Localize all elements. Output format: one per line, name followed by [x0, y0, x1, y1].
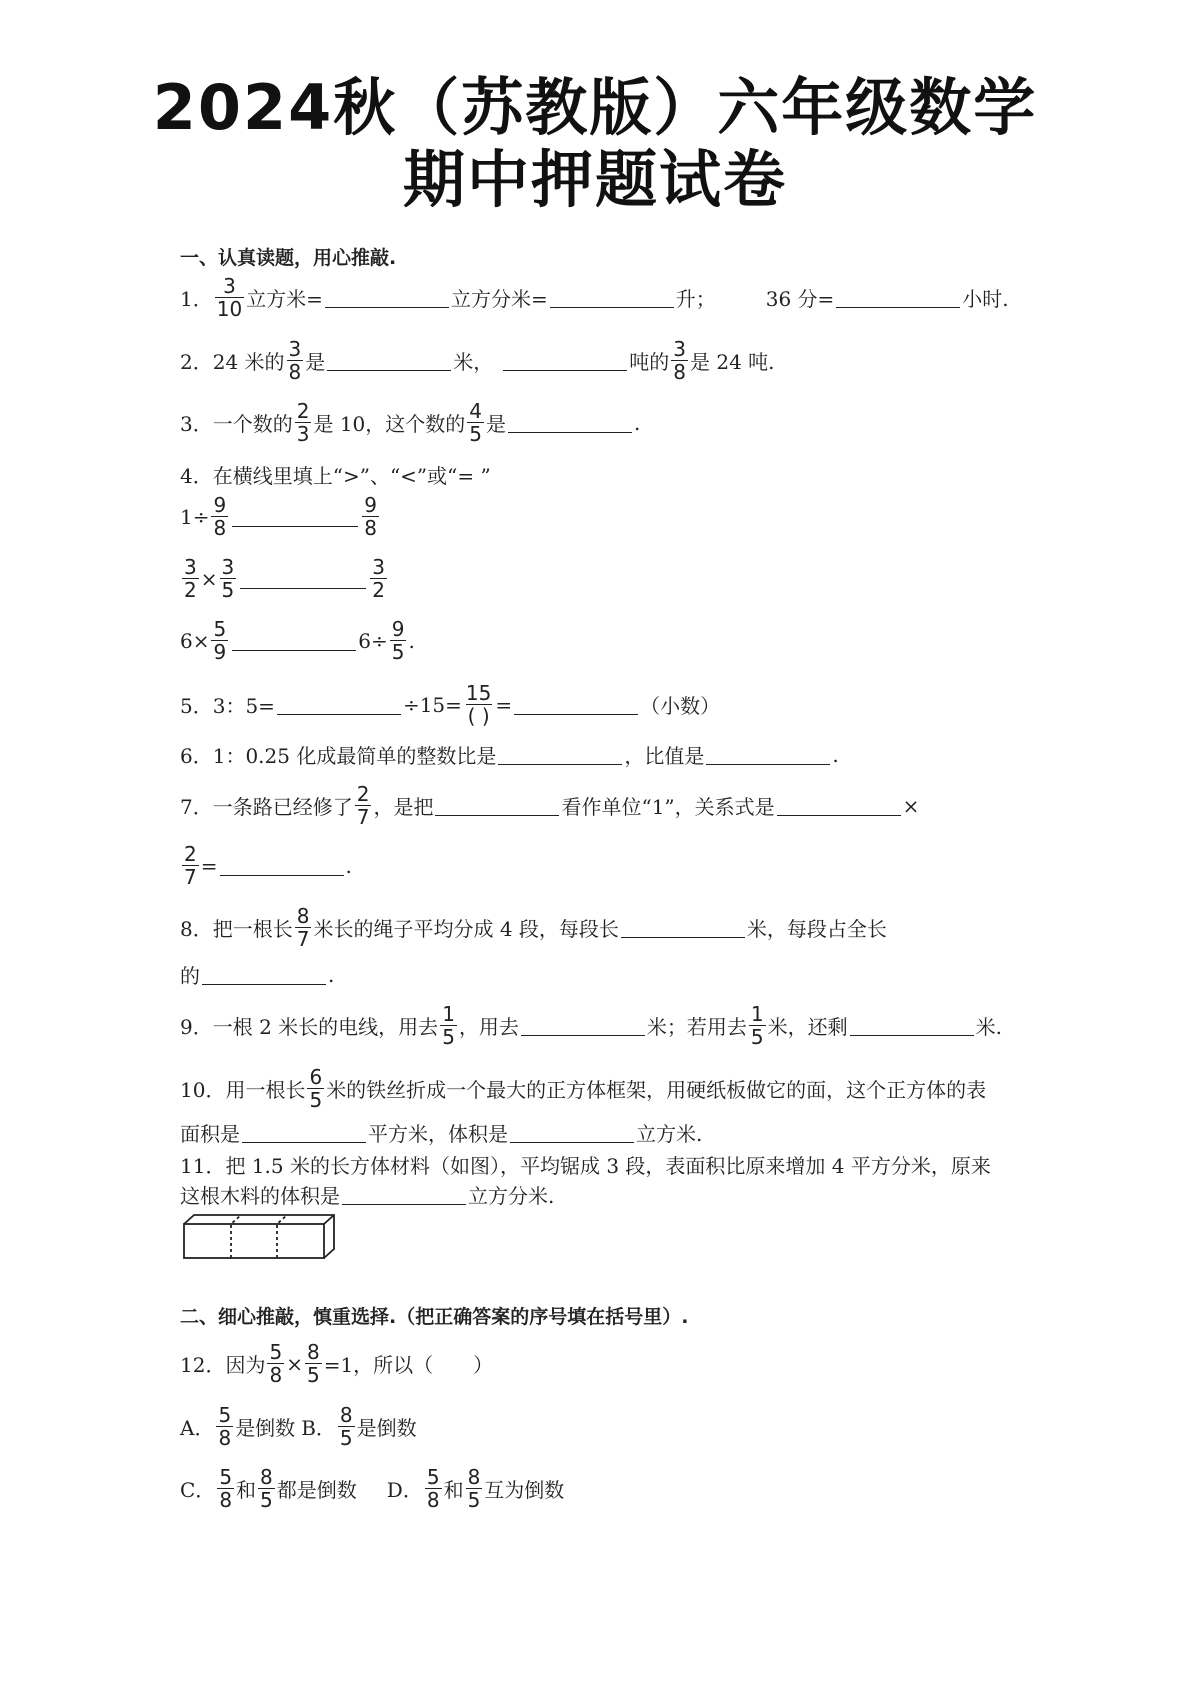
- text-segment: 6÷: [358, 628, 388, 653]
- text-segment: 面积是: [180, 1122, 240, 1146]
- text-segment: .: [634, 410, 641, 435]
- answer-blank[interactable]: [503, 350, 627, 371]
- text-segment: A．: [180, 1416, 215, 1440]
- text-segment: 一个数的: [212, 412, 293, 436]
- fraction: [749, 1003, 766, 1048]
- text-segment: 4: [469, 399, 483, 423]
- text-segment: 立方分米=: [450, 287, 548, 311]
- text-segment: =1，所以（ ）: [323, 1353, 494, 1377]
- answer-blank[interactable]: [706, 744, 830, 765]
- text-segment: 2: [184, 578, 197, 602]
- question-9: [180, 1003, 1002, 1048]
- text-segment: 立方米.: [636, 1122, 703, 1146]
- text-segment: 5: [467, 1488, 481, 1512]
- text-segment: ( ): [467, 704, 490, 728]
- answer-blank[interactable]: [777, 795, 901, 816]
- text-segment: 把 1.5 米的长方体材料（如图），平均锯成 3 段，表面积比原来增加 4 平方分米，原来: [225, 1154, 991, 1178]
- text-segment: ÷15=: [402, 692, 462, 717]
- text-segment: 看作单位“1”，关系式是: [561, 795, 775, 819]
- text-segment: 5: [269, 1340, 283, 1364]
- text-segment: 8: [296, 904, 310, 928]
- text-segment: 8．: [180, 917, 213, 941]
- text-segment: 3: [288, 337, 302, 361]
- text-segment: 5: [339, 1426, 353, 1450]
- question-4: [180, 460, 491, 489]
- text-segment: 5: [221, 578, 235, 602]
- text-segment: 米，还剩: [767, 1015, 848, 1039]
- text-segment: 8: [218, 1426, 232, 1450]
- fraction: [217, 1466, 234, 1511]
- fraction: [390, 618, 407, 663]
- text-segment: 3: [221, 555, 235, 579]
- text-segment: 是倒数: [235, 1416, 296, 1440]
- text-segment: 5: [218, 1403, 232, 1427]
- answer-blank[interactable]: [202, 964, 326, 985]
- page-title-line2: 期中押题试卷: [402, 143, 787, 216]
- question-11: [180, 1150, 991, 1179]
- text-segment: 米，: [453, 350, 494, 374]
- text-segment: 因为: [225, 1353, 266, 1377]
- text-segment: 9: [391, 617, 405, 641]
- text-segment: 都是倒数: [276, 1478, 357, 1502]
- text-segment: 1：0.25 化成最简单的整数比是: [212, 744, 497, 768]
- text-segment: 小时.: [962, 287, 1009, 311]
- fraction: [467, 400, 484, 445]
- text-segment: 8: [213, 516, 227, 540]
- text-segment: 立方米=: [246, 287, 323, 311]
- text-segment: 平方米，体积是: [368, 1122, 508, 1146]
- text-segment: 3: [372, 555, 385, 579]
- text-segment: 5．: [180, 694, 213, 718]
- question-2: [180, 338, 775, 383]
- question-7-line-2: [180, 843, 352, 888]
- text-segment: 一根 2 米长的电线，用去: [212, 1015, 439, 1039]
- option-b[interactable]: [301, 1404, 416, 1449]
- answer-blank[interactable]: [435, 795, 559, 816]
- answer-blank[interactable]: [327, 350, 451, 371]
- fraction: [464, 682, 493, 727]
- fraction: [216, 1404, 233, 1449]
- text-segment: 这根木料的体积是: [180, 1184, 340, 1208]
- text-segment: B．: [301, 1416, 336, 1440]
- question-1: [180, 275, 1009, 320]
- text-segment: 2: [356, 782, 370, 806]
- text-segment: 和: [236, 1478, 257, 1502]
- text-segment: =: [200, 853, 218, 878]
- text-segment: 6: [309, 1065, 323, 1089]
- text-segment: 1: [442, 1002, 455, 1026]
- text-segment: 吨的: [629, 350, 670, 374]
- question-3: [180, 400, 640, 445]
- text-segment: 9: [213, 640, 227, 664]
- text-segment: 是: [486, 412, 507, 436]
- text-segment: 2: [372, 578, 385, 602]
- text-segment: 3: [673, 337, 687, 361]
- text-segment: 8: [260, 1465, 273, 1489]
- fraction: [211, 494, 228, 539]
- text-segment: 7: [356, 805, 370, 829]
- text-segment: 是: [305, 350, 326, 374]
- option-d[interactable]: [387, 1466, 565, 1511]
- fraction: [258, 1466, 275, 1511]
- text-segment: 5: [469, 422, 483, 446]
- text-segment: 9．: [180, 1015, 213, 1039]
- text-segment: 36 分=: [765, 287, 835, 311]
- fraction: [295, 400, 312, 445]
- text-segment: 5: [219, 1465, 233, 1489]
- answer-blank[interactable]: [514, 694, 638, 715]
- fraction: [671, 338, 688, 383]
- answer-blank[interactable]: [325, 287, 449, 308]
- text-segment: 3: [184, 555, 197, 579]
- text-segment: 1．: [180, 287, 213, 311]
- text-segment: 5: [306, 1363, 320, 1387]
- answer-blank[interactable]: [232, 506, 358, 527]
- text-segment: 8: [306, 1340, 320, 1364]
- text-segment: 2．: [180, 350, 213, 374]
- text-segment: C．: [180, 1478, 216, 1502]
- text-segment: 6．: [180, 744, 213, 768]
- text-segment: 1: [750, 1002, 764, 1026]
- question-4-row-1: [180, 494, 381, 539]
- text-segment: 3: [296, 422, 310, 446]
- answer-blank[interactable]: [621, 917, 745, 938]
- fraction: [295, 905, 312, 950]
- question-5: [180, 682, 720, 727]
- text-segment: 立方分米.: [468, 1184, 555, 1208]
- answer-blank[interactable]: [277, 694, 401, 715]
- text-segment: 8: [269, 1363, 283, 1387]
- text-segment: 的: [180, 964, 200, 988]
- text-segment: ×: [200, 566, 218, 591]
- answer-blank[interactable]: [240, 568, 366, 589]
- text-segment: 8: [339, 1403, 353, 1427]
- question-4-row-2: [180, 556, 389, 601]
- text-segment: 5: [309, 1088, 323, 1112]
- text-segment: 10．: [180, 1078, 226, 1102]
- text-segment: .: [328, 962, 335, 987]
- text-segment: 5: [391, 640, 405, 664]
- answer-blank[interactable]: [232, 630, 356, 651]
- question-12-options-ab: [180, 1404, 417, 1449]
- text-segment: 5: [750, 1025, 764, 1049]
- option-a[interactable]: [180, 1404, 295, 1449]
- text-segment: .: [345, 853, 352, 878]
- text-segment: ×: [902, 793, 920, 818]
- fraction: [370, 556, 387, 601]
- text-segment: 8: [219, 1488, 233, 1512]
- text-segment: .: [832, 742, 839, 767]
- fraction: [466, 1466, 483, 1511]
- text-segment: 米.: [975, 1015, 1003, 1039]
- text-segment: 11．: [180, 1154, 226, 1178]
- question-6: [180, 740, 839, 769]
- text-segment: 用一根长: [225, 1078, 306, 1102]
- text-segment: 米的铁丝折成一个最大的正方体框架，用硬纸板做它的面，这个正方体的表: [326, 1078, 987, 1102]
- text-segment: 在横线里填上“>”、“<”或“= ”: [212, 464, 491, 488]
- text-segment: 米，每段占全长: [746, 917, 887, 941]
- text-segment: ×: [286, 1351, 303, 1376]
- text-segment: 7: [184, 865, 197, 889]
- fraction: [287, 338, 304, 383]
- text-segment: ，用去: [458, 1015, 519, 1039]
- text-segment: 5: [260, 1488, 273, 1512]
- text-segment: 把一根长: [212, 917, 293, 941]
- fraction: [440, 1003, 457, 1048]
- fraction: [182, 843, 199, 888]
- question-8: [180, 905, 887, 950]
- text-segment: 7．: [180, 795, 213, 819]
- answer-blank[interactable]: [836, 287, 960, 308]
- text-segment: 10: [216, 297, 243, 321]
- question-11-line-2: [180, 1180, 554, 1209]
- text-segment: 3: [223, 274, 236, 298]
- fraction: [307, 1066, 324, 1111]
- fraction: [305, 1341, 322, 1386]
- text-segment: 升；: [675, 287, 716, 311]
- text-segment: 互为倒数: [484, 1478, 565, 1502]
- text-segment: 9: [364, 493, 377, 517]
- answer-blank[interactable]: [510, 1122, 634, 1143]
- text-segment: 15: [465, 681, 492, 705]
- fraction: [220, 556, 237, 601]
- text-segment: 6×: [180, 628, 210, 653]
- answer-blank[interactable]: [508, 412, 632, 433]
- question-12-options-cd: [180, 1466, 564, 1511]
- text-segment: 4．: [180, 464, 213, 488]
- fraction: [182, 556, 199, 601]
- fraction: [355, 783, 372, 828]
- text-segment: 9: [213, 493, 227, 517]
- text-segment: 米长的绳子平均分成 4 段，每段长: [313, 917, 619, 941]
- text-segment: D．: [386, 1478, 423, 1502]
- fraction: [211, 618, 228, 663]
- text-segment: 是 24 吨.: [690, 350, 775, 374]
- question-10-line-2: [180, 1118, 702, 1147]
- fraction: [215, 275, 244, 320]
- text-segment: ，比值是: [624, 744, 705, 768]
- text-segment: 8: [673, 360, 687, 384]
- text-segment: 5: [426, 1465, 440, 1489]
- answer-blank[interactable]: [342, 1184, 466, 1205]
- text-segment: 3：5=: [212, 694, 275, 718]
- question-12: [180, 1341, 493, 1386]
- text-segment: 8: [426, 1488, 440, 1512]
- fraction: [362, 494, 379, 539]
- answer-blank[interactable]: [550, 287, 674, 308]
- text-segment: .: [408, 628, 415, 653]
- text-segment: ，是把: [373, 795, 434, 819]
- text-segment: （小数）: [640, 694, 721, 718]
- text-segment: 一条路已经修了: [212, 795, 353, 819]
- fraction: [267, 1341, 284, 1386]
- text-segment: 和: [443, 1478, 464, 1502]
- text-segment: 3．: [180, 412, 213, 436]
- text-segment: 是倒数: [356, 1416, 417, 1440]
- section-2-heading: 二、细心推敲，慎重选择.（把正确答案的序号填在括号里）.: [180, 1306, 689, 1328]
- text-segment: 米；若用去: [646, 1015, 747, 1039]
- answer-blank[interactable]: [220, 855, 344, 876]
- text-segment: 8: [364, 516, 377, 540]
- cuboid-figure: [180, 1212, 340, 1262]
- text-segment: 8: [288, 360, 302, 384]
- question-4-row-3: [180, 618, 415, 663]
- text-segment: 2: [296, 399, 310, 423]
- answer-blank[interactable]: [498, 744, 622, 765]
- text-segment: =: [495, 692, 513, 717]
- page-title-line1: 2024秋（苏教版）六年级数学: [152, 71, 1038, 144]
- text-segment: 24 米的: [212, 350, 285, 374]
- text-segment: 2: [184, 842, 197, 866]
- fraction: [425, 1466, 442, 1511]
- text-segment: 5: [213, 617, 227, 641]
- fraction: [338, 1404, 355, 1449]
- text-segment: 12．: [180, 1353, 226, 1377]
- text-segment: 8: [467, 1465, 481, 1489]
- option-c[interactable]: [180, 1466, 357, 1511]
- answer-blank[interactable]: [850, 1015, 974, 1036]
- text-segment: 1÷: [180, 504, 210, 529]
- answer-blank[interactable]: [242, 1122, 366, 1143]
- question-8-line-2: [180, 960, 334, 989]
- answer-blank[interactable]: [521, 1015, 645, 1036]
- question-7: [180, 783, 919, 828]
- question-10: [180, 1066, 986, 1111]
- text-segment: 7: [296, 927, 310, 951]
- text-segment: 5: [442, 1025, 455, 1049]
- section-1-heading: 一、认真读题，用心推敲.: [180, 247, 397, 269]
- text-segment: 是 10，这个数的: [313, 412, 466, 436]
